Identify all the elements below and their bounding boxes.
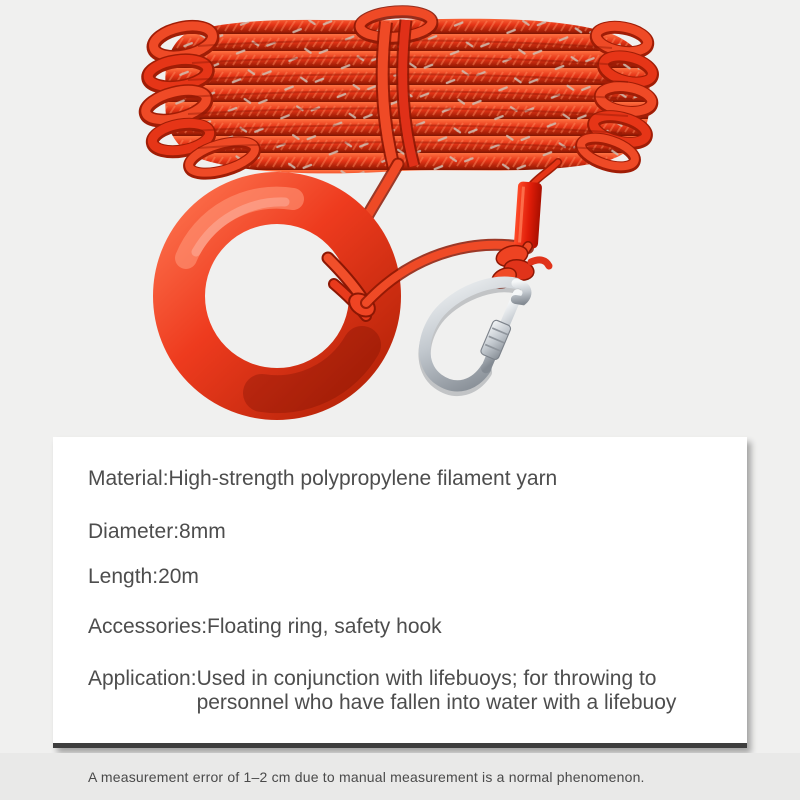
spec-label-accessories: Accessories:: [88, 615, 208, 638]
spec-row-diameter: [88, 520, 719, 544]
spec-value-application: Used in conjunction with lifebuoys; for throwing to personnel who have fallen into water with a lifebuoy: [196, 667, 677, 714]
red-shrink-tube: [514, 181, 543, 249]
footer-strip: [0, 753, 800, 800]
spec-value-accessories: Floating ring, safety hook: [207, 615, 442, 638]
footer-note: A measurement error of 1–2 cm due to manual measurement is a normal phenomenon.: [88, 768, 645, 785]
spec-row-application: [88, 667, 719, 715]
spec-value-diameter: 8mm: [179, 520, 226, 543]
spec-label-diameter: Diameter:: [88, 520, 180, 543]
spec-panel: [53, 437, 747, 748]
spec-label-length: Length:: [88, 565, 159, 588]
spec-label-application: Application:: [88, 667, 197, 690]
spec-row-length: [88, 565, 719, 589]
spec-value-material: High-strength polypropylene filament yarn: [168, 467, 558, 490]
spec-row-accessories: [88, 615, 719, 639]
spec-value-length: 20m: [158, 565, 199, 588]
spec-row-material: [88, 467, 719, 491]
spec-label-material: Material:: [88, 467, 169, 490]
rope-coil: [143, 9, 655, 180]
